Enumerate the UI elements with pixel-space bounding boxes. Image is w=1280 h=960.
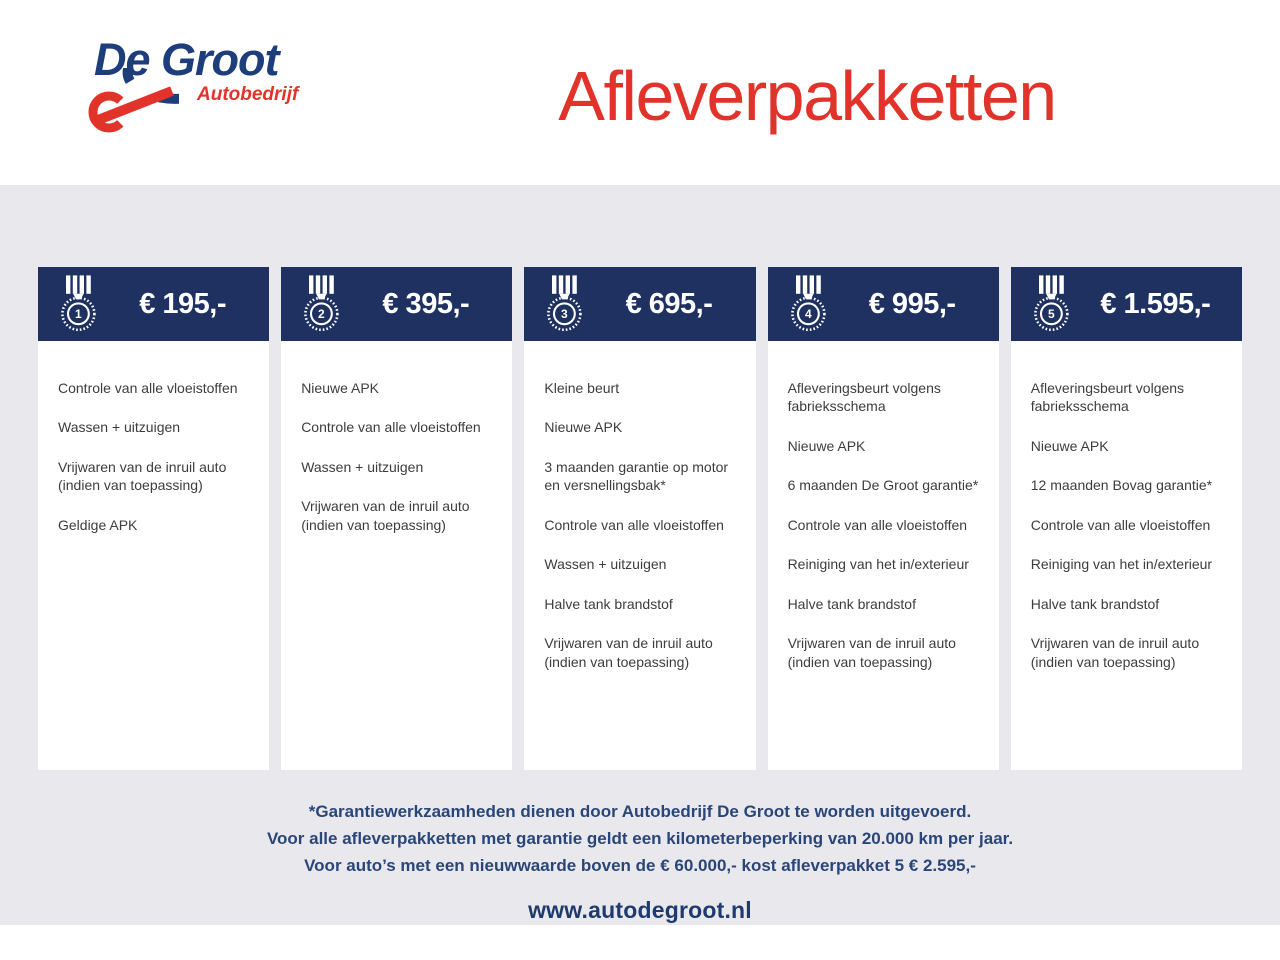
package-item: Nieuwe APK xyxy=(301,380,380,396)
package-items xyxy=(768,341,999,692)
package-item: Geldige APK xyxy=(58,516,138,533)
bottom-strip xyxy=(0,925,1280,960)
package-price: € 395,- xyxy=(382,287,470,320)
package-item: Controle van alle vloeistoffen xyxy=(1030,516,1211,533)
package-price: € 995,- xyxy=(868,287,956,320)
package-header xyxy=(38,267,269,341)
footnote-line: Voor alle afleverpakketten met garantie geldt een kilometerbeperking van 20.000 km per jaar. xyxy=(266,829,1014,848)
package-item: Halve tank brandstof xyxy=(544,595,673,612)
package-item: Controle van alle vloeistoffen xyxy=(301,419,481,436)
package-item: Reiniging van het in/exterieur xyxy=(1030,556,1213,573)
package-item: Wassen + uitzuigen xyxy=(58,419,181,436)
package-item: Wassen + uitzuigen xyxy=(301,458,424,475)
package-header xyxy=(281,267,512,341)
package-item: Vrijwaren van de inruil auto (indien van toepassing) xyxy=(301,498,470,533)
package-item: Vrijwaren van de inruil auto (indien van toepassing) xyxy=(58,458,227,494)
medal-icon xyxy=(540,272,588,338)
brand-name: De Groot xyxy=(94,34,279,85)
package-item: Controle van alle vloeistoffen xyxy=(58,380,238,396)
page-title: Afleverpakketten xyxy=(558,57,1056,135)
footnote-line: Voor auto’s met een nieuwwaarde boven de € 60.000,- kost afleverpakket 5 € 2.595,- xyxy=(304,856,976,875)
package-item: Vrijwaren van de inruil auto (indien van toepassing) xyxy=(544,635,713,670)
package-item: Kleine beurt xyxy=(544,380,620,396)
medal-number: 2 xyxy=(318,307,325,322)
package-item: Nieuwe APK xyxy=(1030,437,1109,454)
package-item: Vrijwaren van de inruil auto (indien van toepassing) xyxy=(1030,635,1200,670)
package-card xyxy=(281,267,512,770)
package-item: Afleveringsbeurt volgens fabrieksschema xyxy=(787,380,941,415)
page-header xyxy=(0,0,1280,185)
package-items xyxy=(281,341,512,555)
medal-icon xyxy=(297,272,345,338)
package-price: € 195,- xyxy=(139,287,226,320)
package-item: 12 maanden Bovag garantie* xyxy=(1030,477,1213,494)
package-items xyxy=(524,341,755,692)
package-card xyxy=(38,267,269,770)
footnote-line: *Garantiewerkzaamheden dienen door Autobedrijf De Groot te worden uitgevoerd. xyxy=(308,802,972,821)
package-item: Afleveringsbeurt volgens fabrieksschema xyxy=(1030,380,1185,415)
package-card xyxy=(1011,267,1242,770)
medal-number: 5 xyxy=(1047,307,1055,322)
package-item: 6 maanden De Groot garantie* xyxy=(787,477,979,494)
medal-number: 3 xyxy=(561,307,569,322)
footnotes xyxy=(38,798,1242,879)
package-item: Reiniging van het in/exterieur xyxy=(787,556,969,573)
package-card xyxy=(524,267,755,770)
package-item: Controle van alle vloeistoffen xyxy=(544,516,724,533)
medal-icon xyxy=(784,272,832,338)
package-price: € 1.595,- xyxy=(1100,287,1211,320)
package-item: Halve tank brandstof xyxy=(1030,595,1160,612)
package-item: Nieuwe APK xyxy=(787,437,866,454)
packages-section xyxy=(0,185,1280,925)
package-header xyxy=(1011,267,1242,341)
package-item: Nieuwe APK xyxy=(544,419,623,436)
website-url: www.autodegroot.nl xyxy=(528,897,752,923)
package-items xyxy=(38,341,269,555)
brand-subtitle: Autobedrijf xyxy=(197,84,299,105)
medal-number: 1 xyxy=(75,307,82,322)
package-price: € 695,- xyxy=(625,287,713,320)
package-item: Halve tank brandstof xyxy=(787,595,916,612)
package-card xyxy=(768,267,999,770)
package-cards-row xyxy=(38,267,1242,770)
package-item: Vrijwaren van de inruil auto (indien van toepassing) xyxy=(787,635,956,670)
medal-icon xyxy=(1027,272,1075,338)
medal-number: 4 xyxy=(804,307,812,322)
package-item: Controle van alle vloeistoffen xyxy=(787,516,968,533)
package-header xyxy=(524,267,755,341)
package-item: Wassen + uitzuigen xyxy=(544,556,667,573)
medal-icon xyxy=(54,272,102,338)
package-item: 3 maanden garantie op motor en versnellingsbak* xyxy=(544,458,729,494)
package-header xyxy=(768,267,999,341)
brand-logo xyxy=(44,34,334,158)
title-area xyxy=(334,0,1280,136)
package-items xyxy=(1011,341,1242,692)
